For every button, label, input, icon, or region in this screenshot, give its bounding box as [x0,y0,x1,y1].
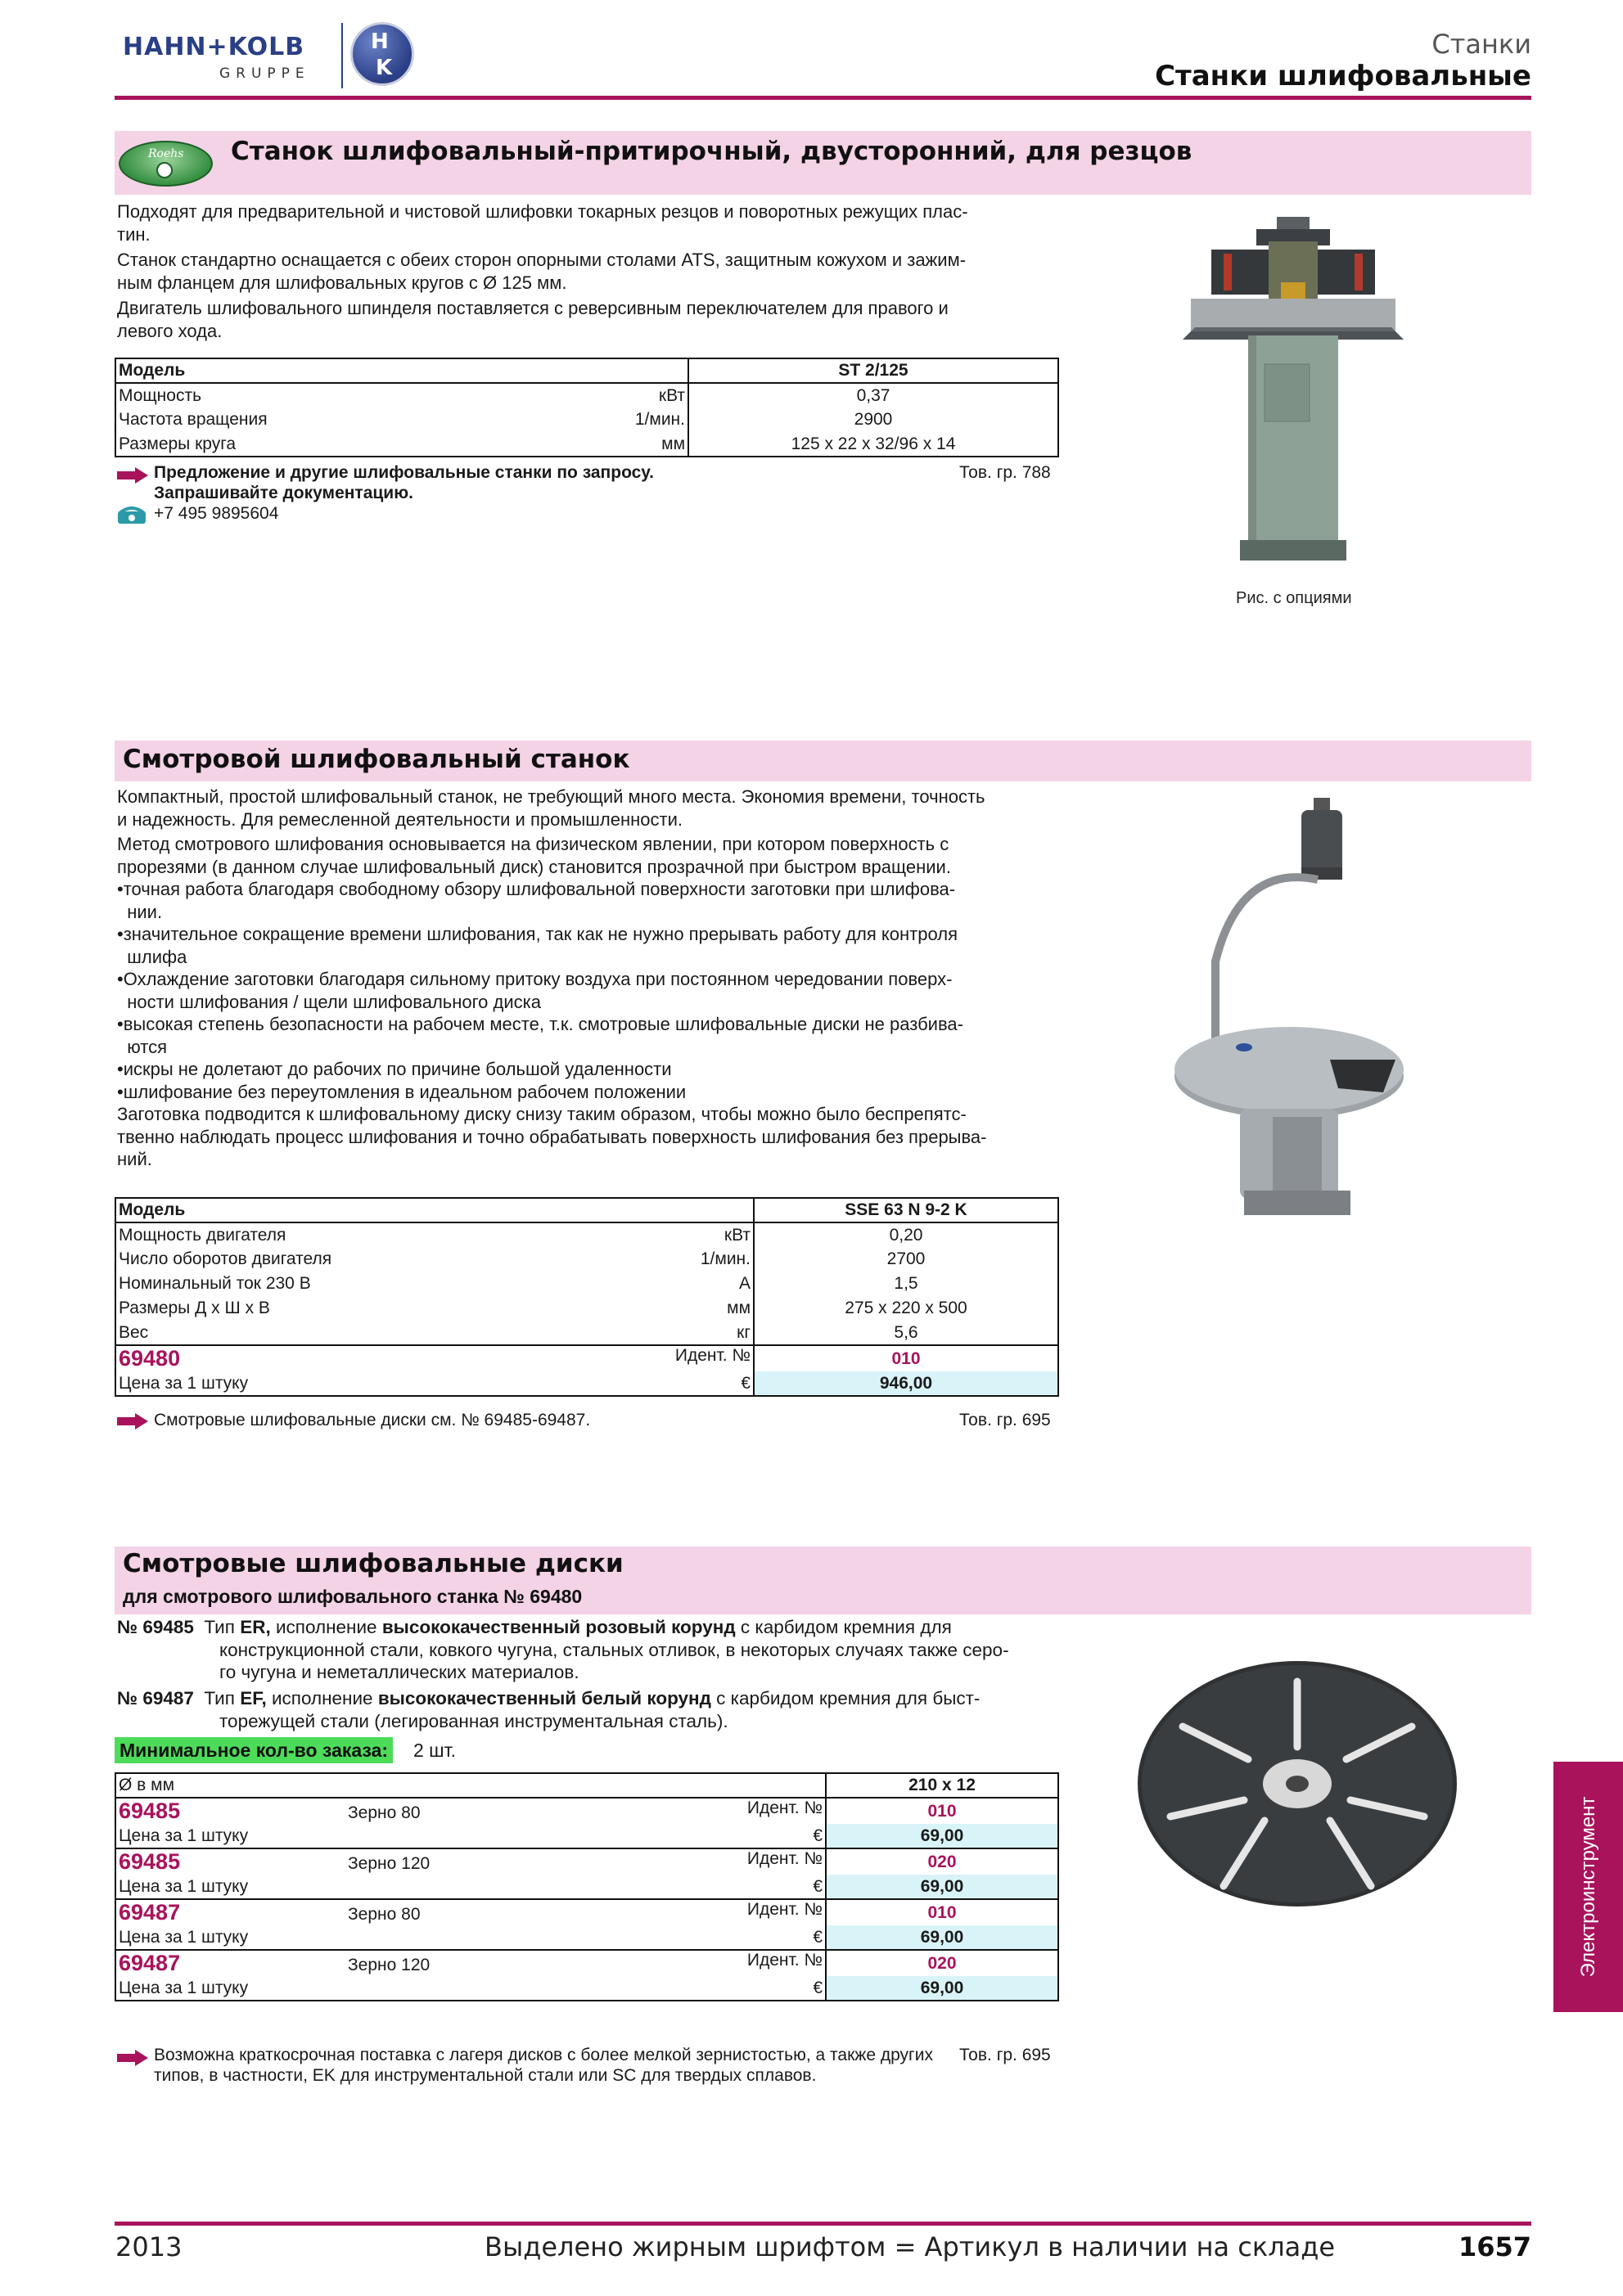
spec-value: 2900 [688,407,1058,432]
item2-material: высококачественный белый корунд [377,1688,711,1708]
price-value: 69,00 [826,1824,1058,1848]
spec-label: Размеры Д х Ш х В [119,1299,270,1317]
section2-note: Смотровые шлифовальные диски см. № 69485-69487. [154,1411,591,1429]
spec-header-label: Модель [115,358,688,383]
spec-label: Размеры круга [119,434,237,453]
item2-line2: торежущей стали (легированная инструментальная сталь). [219,1710,728,1731]
spec-value: 0,37 [688,383,1058,407]
logo-wordmark: HAHN+KOLB [123,33,305,61]
logo-letter-h: H [371,29,389,54]
phone-icon [117,506,147,524]
article-number[interactable]: 69480 [119,1346,181,1371]
desc-line: •шлифование без переутомления в идеальном рабочем положении [117,1081,687,1102]
price-value: 69,00 [826,1925,1058,1950]
section2-note-ref: Тов. гр. 695 [959,1411,1051,1429]
article-number[interactable]: 69487 [119,1951,181,1975]
brand-badge-icon [119,141,213,187]
spec-value: 5,6 [754,1321,1058,1345]
price-value: 69,00 [826,1976,1058,2001]
item1-type: ER, [240,1617,271,1637]
price-row [115,1371,754,1396]
desc-line: Станок стандартно оснащается с обеих сторон опорными столами ATS, защитным кожухом и зажим- [117,250,967,270]
reference-arrow-icon [117,1413,148,1429]
section3-item1 [117,1616,1058,1684]
item1-line2: конструкционной стали, ковкого чугуна, стальных отливок, в некоторых случаях также серо- [219,1639,1009,1660]
desc-line: ются [117,1036,167,1057]
spec-unit: мм [727,1299,751,1317]
price-row [115,1875,826,1899]
ident-number[interactable]: 020 [826,1848,1058,1875]
desc-line: ным фланцем для шлифовальных кругов с Ø 125 мм. [117,272,567,293]
item1-number: № 69485 [117,1617,194,1637]
desc-line: Метод смотрового шлифования основывается на физическом явлении, при котором поверхность с [117,834,949,854]
section1-note-line2: Запрашивайте документацию. [154,484,413,502]
logo-letter-k: K [376,56,393,80]
item1-line3: го чугуна и неметаллических материалов. [219,1662,579,1682]
spec-unit: А [738,1274,751,1293]
currency-symbol: € [813,1978,823,1997]
spec-row [115,1247,754,1272]
image1-caption: Рис. с опциями [1236,589,1352,607]
ident-label: Идент. № [674,1346,751,1365]
hk-logo-icon [350,22,414,86]
desc-line: и надежность. Для ремесленной деятельности и промышленности. [117,808,683,830]
desc-line: тин. [117,223,151,245]
price-row [115,1976,826,2001]
logo-subtitle: GRUPPE [219,65,310,82]
article-row [115,1950,826,1976]
article-row [115,1798,826,1824]
desc-line: •Охлаждение заготовки благодаря сильному притоку воздуха при постоянном чередовании поверх- [117,969,953,989]
ident-number[interactable]: 010 [754,1345,1058,1371]
desc-line: Компактный, простой шлифовальный станок, не требующий много места. Экономия времени, точность [117,786,985,807]
desc-line: твенно наблюдать процесс шлифования и точно обрабатывать поверхность шлифования без прерыва- [117,1126,987,1147]
grit-label: Зерно 80 [348,1803,421,1822]
desc-line: •точная работа благодаря свободному обзору шлифовальной поверхности заготовки при шлифова- [117,879,956,899]
spec-label: Мощность двигателя [119,1225,286,1245]
grit-label: Зерно 120 [348,1854,431,1873]
grinding-disc-image [1134,1653,1461,1915]
section2-description [117,786,1058,1171]
ident-label: Идент. № [746,1951,823,1970]
reference-arrow-icon [117,467,148,484]
section1-description [117,200,1058,342]
header-subcategory: Станки шлифовальные [1155,60,1531,92]
currency-symbol: € [813,1927,823,1947]
spec-label: Мощность [119,385,202,405]
item1-pre: Тип [204,1617,241,1637]
logo-divider [341,23,343,88]
desc-line: Подходят для предварительной и чистовой шлифовки токарных резцов и поворотных режущих плас- [117,201,968,222]
spec-unit: кВт [658,385,685,405]
ident-number[interactable]: 010 [826,1798,1058,1824]
section3-item2 [117,1687,1058,1732]
section3-price-table [115,1772,1059,2001]
price-row [115,1925,826,1950]
side-tab-category[interactable] [1553,1762,1623,2012]
spec-value: 2700 [754,1247,1058,1272]
ident-number[interactable]: 020 [826,1950,1058,1976]
section1-title: Станок шлифовальный-притирочный, двусторонний, для резцов [231,137,1192,166]
section1-note-ref: Тов. гр. 788 [959,463,1051,482]
item1-mid: исполнение [270,1617,382,1637]
min-order-value: 2 шт. [413,1740,457,1761]
desc-line: •высокая степень безопасности на рабочем месте, т.к. смотровые шлифовальные диски не разбива- [117,1014,963,1034]
brand-badge-text: Roehs [148,147,184,160]
item2-pre: Тип [204,1688,241,1708]
spec-header-label: Ø в мм [115,1773,826,1798]
spec-header-label: Модель [115,1198,754,1222]
grit-label: Зерно 120 [348,1956,431,1974]
spec-unit: 1/мин. [700,1249,751,1268]
section3-subtitle: для смотрового шлифовального станка № 69480 [123,1586,583,1607]
section2-title: Смотровой шлифовальный станок [123,745,630,774]
spec-value: 0,20 [754,1222,1058,1247]
reference-arrow-icon [117,2050,148,2066]
section3-note-line2: типов, в частности, EK для инструментальной стали или SC для твердых сплавов. [154,2066,817,2085]
price-label: Цена за 1 штуку [119,1927,249,1947]
side-tab-label: Электроинструмент [1576,1796,1599,1978]
price-value: 69,00 [826,1875,1058,1899]
spec-unit: кВт [724,1225,751,1245]
price-label: Цена за 1 штуку [119,1876,249,1896]
desc-line: шлифа [117,946,187,967]
item1-rest: с карбидом кремния для [735,1617,952,1637]
spec-value: 275 x 220 x 500 [754,1296,1058,1321]
desc-line: Двигатель шлифовального шпинделя поставляется с реверсивным переключателем для правого и [117,298,949,318]
header-rule [115,96,1531,100]
ident-label: Идент. № [746,1799,823,1817]
item2-rest: с карбидом кремния для быст- [710,1688,981,1708]
desc-line: •искры не долетают до рабочих по причине большой удаленности [117,1059,672,1079]
spec-unit: кг [737,1322,751,1342]
viewing-grinder-image [1166,798,1412,1252]
spec-value: 1,5 [754,1272,1058,1296]
item2-type: EF, [240,1688,267,1708]
item1-material: высококачественный розовый корунд [381,1617,736,1637]
desc-line: ности шлифования / щели шлифовального диска [117,991,541,1012]
page-number: 1657 [1458,2231,1531,2262]
spec-label: Число оборотов двигателя [119,1249,332,1268]
section3-note-ref: Тов. гр. 695 [959,2046,1051,2064]
article-number[interactable]: 69485 [119,1799,181,1823]
price-row [115,1824,826,1848]
spec-label: Вес [119,1322,149,1342]
spec-row [115,432,688,457]
section3-note-line1: Возможна краткосрочная поставка с лагеря дисков с более мелкой зернистостью, а также других [154,2046,933,2064]
header-category: Станки [1431,29,1531,60]
currency-symbol: € [813,1876,823,1896]
desc-line: нии. [117,901,163,922]
footer-year: 2013 [115,2231,183,2262]
desc-line: ний. [117,1149,152,1169]
desc-line: левого хода. [117,320,223,341]
badge-disc-icon [156,162,173,178]
desc-line: Заготовка подводится к шлифовальному диску снизу таким образом, чтобы можно было беспрепятс- [117,1104,967,1124]
ident-label: Идент. № [746,1849,823,1868]
item2-mid: исполнение [266,1688,378,1708]
footer-legend: Выделено жирным шрифтом = Артикул в наличии на складе [485,2231,1336,2262]
spec-header-value: SSE 63 N 9-2 K [754,1198,1058,1222]
price-label: Цена за 1 штуку [119,1826,249,1845]
spec-value: 125 x 22 x 32/96 x 14 [688,432,1058,457]
spec-row [115,383,688,407]
section3-title: Смотровые шлифовальные диски [123,1549,624,1578]
price-label: Цена за 1 штуку [119,1978,249,1997]
spec-header-value: 210 x 12 [826,1773,1058,1798]
phone-number[interactable]: +7 495 9895604 [154,504,279,523]
min-order-badge: Минимальное кол-во заказа: [115,1737,393,1763]
grit-label: Зерно 80 [348,1905,421,1924]
spec-row [115,1272,754,1296]
spec-unit: мм [661,434,685,453]
desc-line: •значительное сокращение времени шлифования, так как не нужно прерывать работу для контроля [117,924,958,944]
article-row [115,1848,826,1875]
item2-number: № 69487 [117,1688,194,1708]
section1-note-line1: Предложение и другие шлифовальные станки по запросу. [154,463,654,482]
ident-number[interactable]: 010 [826,1899,1058,1925]
section2-spec-table [115,1197,1059,1397]
tool-grinder-image [1179,205,1408,589]
price-label: Цена за 1 штуку [119,1373,249,1393]
article-row [115,1345,754,1371]
currency-symbol: € [813,1826,823,1845]
section1-spec-table [115,358,1059,457]
spec-row [115,1321,754,1345]
spec-row [115,1296,754,1321]
article-row [115,1899,826,1925]
price-value: 946,00 [754,1371,1058,1396]
spec-unit: 1/мин. [634,410,685,429]
desc-line: прорезями (в данном случае шлифовальный диск) становится прозрачной при быстром вращении. [117,856,951,877]
spec-row [115,1222,754,1247]
footer-rule [115,2222,1531,2226]
spec-row [115,407,688,432]
ident-label: Идент. № [746,1900,823,1919]
spec-label: Номинальный ток 230 В [119,1274,311,1293]
article-number[interactable]: 69487 [119,1900,181,1925]
currency-symbol: € [741,1373,751,1393]
article-number[interactable]: 69485 [119,1849,181,1874]
spec-header-value: ST 2/125 [688,358,1058,383]
spec-label: Частота вращения [119,410,268,429]
